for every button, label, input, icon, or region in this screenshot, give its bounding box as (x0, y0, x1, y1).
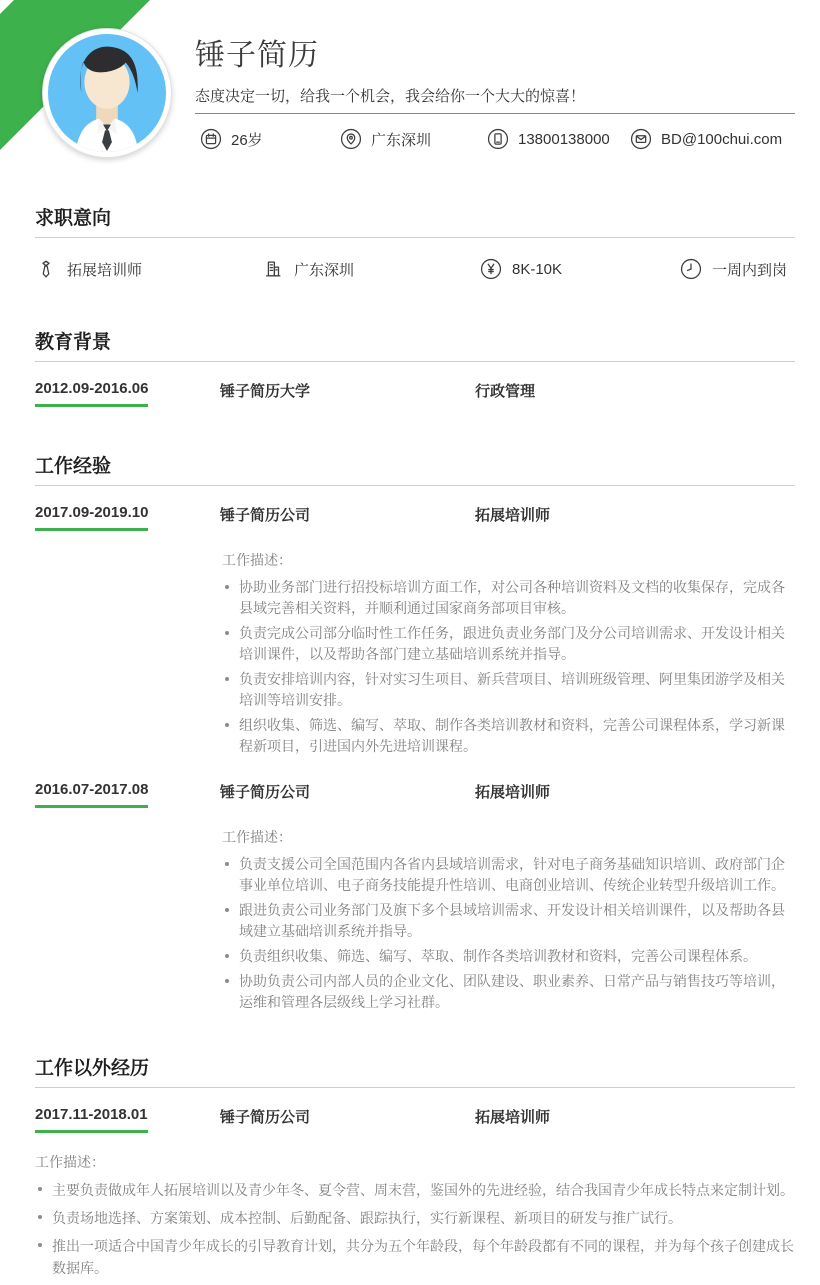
extra-entry-header (35, 1106, 795, 1133)
clock-icon (680, 258, 702, 280)
intent-availability-item (680, 255, 795, 283)
age-text: 26岁 (231, 131, 263, 149)
phone-item (487, 124, 630, 154)
intent-city-text: 广东深圳 (294, 261, 355, 279)
email-item (630, 124, 805, 154)
extra-entry-bullets (35, 1179, 795, 1279)
section-title-work: 工作经验 (35, 451, 795, 486)
section-title-extra: 工作以外经历 (35, 1053, 795, 1088)
intent-salary-item (480, 255, 680, 283)
work-entry-2-company: 锤子简历公司 (220, 784, 311, 801)
age-item (200, 124, 340, 154)
salary-icon (480, 258, 502, 280)
education-period: 2012.09-2016.06 (35, 380, 220, 407)
bullet: 组织收集、筛选、编写、萃取、制作各类培训教材和资料，完善公司课程体系，学习新课程新项目，引进国内外先进培训课程。 (222, 715, 795, 757)
work-entry-2-period: 2016.07-2017.08 (35, 781, 220, 808)
work-entry-2-desc-label: 工作描述： (222, 829, 292, 845)
email-text: BD@100chui.com (661, 130, 783, 148)
work-entry-1-desc-label: 工作描述： (222, 552, 292, 568)
intent-salary-text: 8K-10K (512, 260, 563, 278)
location-text: 广东深圳 (371, 131, 432, 149)
location-icon (340, 128, 362, 150)
tagline: 态度决定一切，给我一个机会，我会给你一个大大的惊喜！ (195, 88, 586, 105)
work-entry-1-company: 锤子简历公司 (220, 507, 311, 524)
intent-position-text: 拓展培训师 (67, 261, 143, 279)
bullet: 负责安排培训内容，针对实习生项目、新兵营项目、培训班级管理、阿里集团游学及相关培训等培训安排。 (222, 669, 795, 711)
phone-icon (487, 128, 509, 150)
intent-position-item (35, 255, 262, 283)
work-entry-2-header (35, 781, 795, 808)
mail-icon (630, 128, 652, 150)
tie-icon (35, 258, 57, 280)
building-icon (262, 258, 284, 280)
work-entry-1-period: 2017.09-2019.10 (35, 504, 220, 531)
work-entry-1-bullets (222, 577, 795, 757)
education-school: 锤子简历大学 (220, 383, 311, 400)
extra-entry-period: 2017.11-2018.01 (35, 1106, 220, 1133)
extra-entry-desc-label: 工作描述： (35, 1154, 105, 1170)
education-major: 行政管理 (475, 383, 536, 400)
work-entry-2-bullets (222, 854, 795, 1013)
bullet: 推出一项适合中国青少年成长的引导教育计划，共分为五个年龄段，每个年龄段都有不同的课程，并为每个孩子创建成长数据库。 (35, 1235, 795, 1279)
job-intent-row (35, 255, 795, 283)
section-title-education: 教育背景 (35, 327, 795, 362)
bullet: 负责组织收集、筛选、编写、萃取、制作各类培训教材和资料，完善公司课程体系。 (222, 946, 795, 967)
main-content (35, 203, 795, 1285)
education-entry (35, 380, 795, 407)
extra-entry-position: 拓展培训师 (475, 1109, 551, 1126)
bullet: 负责完成公司部分临时性工作任务，跟进负责业务部门及分公司培训需求、开发设计相关培训课件，以及帮助各部门建立基础培训系统并指导。 (222, 623, 795, 665)
intent-city-item (262, 255, 480, 283)
intent-availability-text: 一周内到岗 (712, 261, 788, 279)
work-entry-2-position: 拓展培训师 (475, 784, 551, 801)
calendar-icon (200, 128, 222, 150)
bullet: 协助负责公司内部人员的企业文化、团队建设、职业素养、日常产品与销售技巧等培训，运维和管理各层级线上学习社群。 (222, 971, 795, 1013)
header-divider (195, 113, 795, 114)
avatar-illustration (48, 34, 166, 152)
page-title: 锤子简历 (195, 39, 319, 72)
avatar (42, 28, 172, 158)
bullet: 负责场地选择、方案策划、成本控制、后勤配备、跟踪执行，实行新课程、新项目的研发与推广试行。 (35, 1207, 795, 1229)
phone-text: 13800138000 (518, 130, 610, 148)
work-entry-1-position: 拓展培训师 (475, 507, 551, 524)
section-title-job-intent: 求职意向 (35, 203, 795, 238)
contact-info-row (195, 124, 805, 154)
bullet: 负责支援公司全国范围内各省内县域培训需求，针对电子商务基础知识培训、政府部门企事业单位培训、电子商务技能提升性培训、电商创业培训、传统企业转型升级培训工作。 (222, 854, 795, 896)
location-item (340, 124, 487, 154)
work-entry-1-header (35, 504, 795, 531)
bullet: 协助业务部门进行招投标培训方面工作，对公司各种培训资料及文档的收集保存，完成各县域完善相关资料，并顺利通过国家商务部项目审核。 (222, 577, 795, 619)
bullet: 主要负责做成年人拓展培训以及青少年冬、夏令营、周末营，鉴国外的先进经验，结合我国青少年成长特点来定制计划。 (35, 1179, 795, 1201)
bullet: 跟进负责公司业务部门及旗下多个县域培训需求、开发设计相关培训课件，以及帮助各县域建立基础培训系统并指导。 (222, 900, 795, 942)
extra-entry-company: 锤子简历公司 (220, 1109, 311, 1126)
